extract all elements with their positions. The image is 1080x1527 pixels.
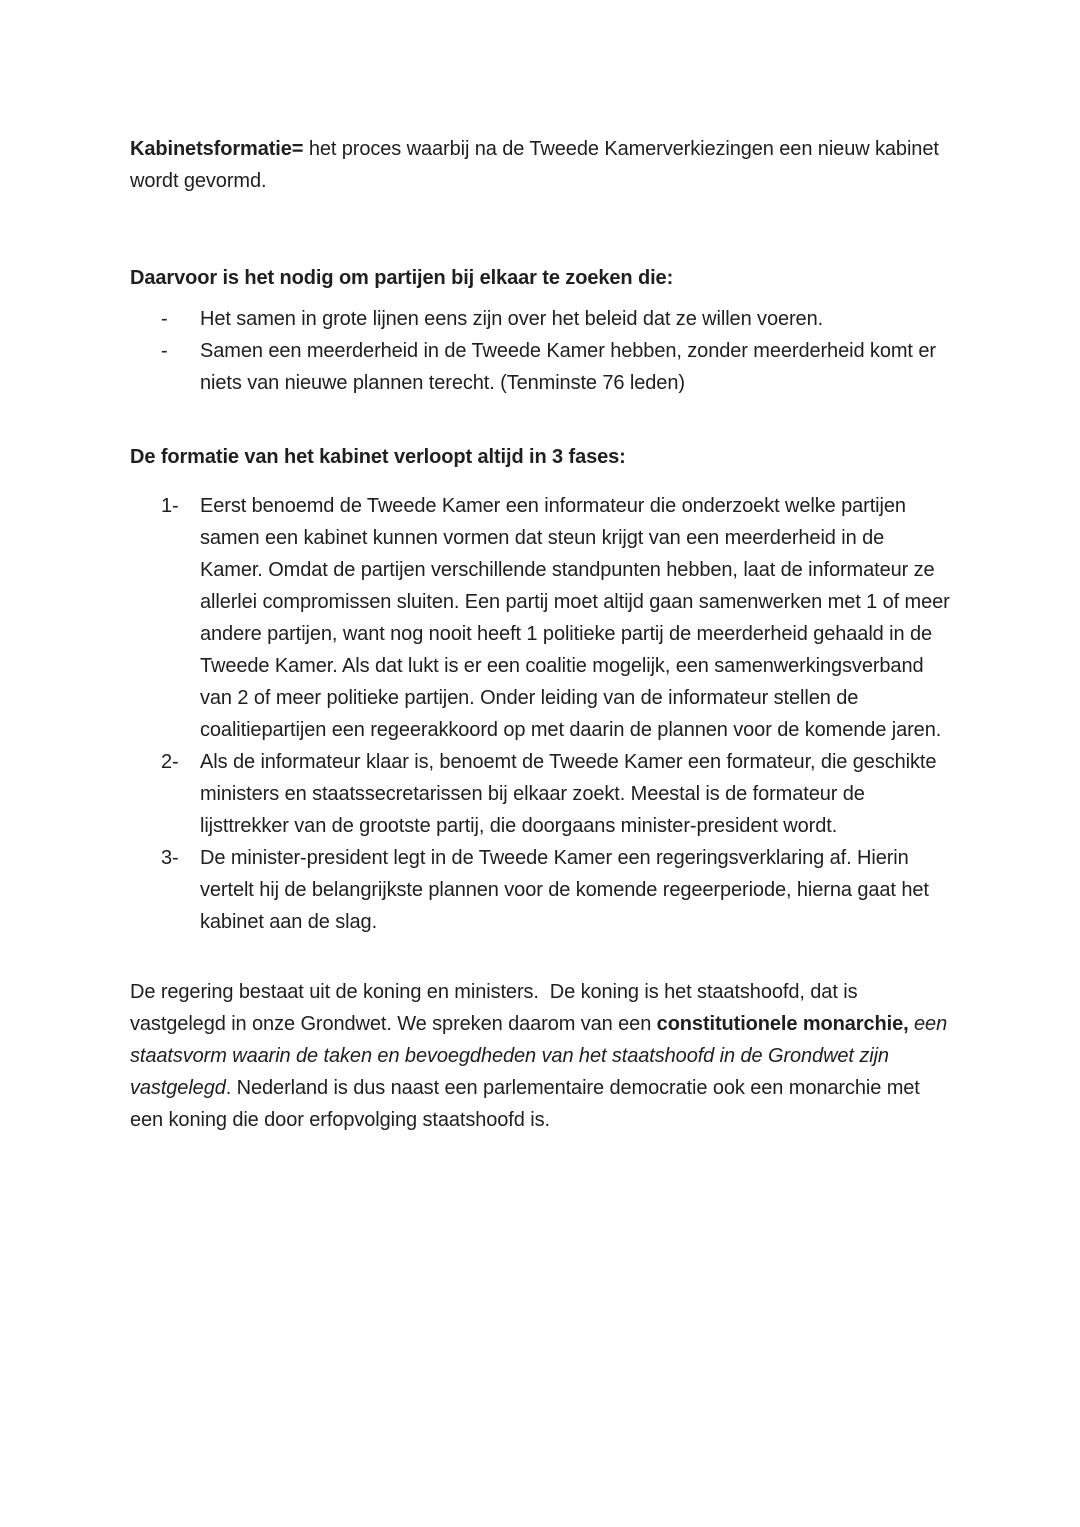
list-item-text: Het samen in grote lijnen eens zijn over het beleid dat ze willen voeren. [200,308,824,330]
number-marker: 3- [161,847,179,869]
closing-tail: . Nederland is dus naast een parlementaire democratie ook een monarchie met een koning die door erfopvolging staatshoofd is. [130,1077,926,1131]
intro-term-bold: Kabinetsformatie= [130,138,304,160]
intro-paragraph [130,133,950,197]
closing-lead: De regering bestaat uit de koning en ministers. De koning is het staatshoofd, dat is vastgelegd in onze Grondwet. We spreken daarom van een [130,981,863,1035]
number-marker: 2- [161,751,179,773]
requirements-list [130,303,950,399]
list-item-text: Als de informateur klaar is, benoemt de Tweede Kamer een formateur, die geschikte ministers en staatssecretarissen bij elkaar zoekt. Meestal is de formateur de lijsttrekker van de grootste partij, die doorgaans minister-president wordt. [200,751,942,837]
heading-phases: De formatie van het kabinet verloopt altijd in 3 fases: [130,446,626,468]
list-item [130,842,950,938]
closing-bold-term: constitutionele monarchie, [656,1013,909,1035]
heading-requirements: Daarvoor is het nodig om partijen bij elkaar te zoeken die: [130,267,674,289]
list-item [130,746,950,842]
phases-list [130,490,956,938]
number-marker: 1- [161,495,179,517]
list-item [130,303,950,335]
bullet-marker: - [161,340,168,362]
list-item-text: Samen een meerderheid in de Tweede Kamer hebben, zonder meerderheid komt er niets van nieuwe plannen terecht. (Tenminste 76 leden) [200,340,942,394]
list-item-text: Eerst benoemd de Tweede Kamer een informateur die onderzoekt welke partijen samen een kabinet kunnen vormen dat steun krijgt van een meerderheid in de Kamer. Omdat de partijen verschillende standpunten hebben, laat de informateur ze allerlei compromissen sluiten. Een partij moet altijd gaan samenwerken met 1 of meer andere partijen, want nog nooit heeft 1 politieke partij de meerderheid gehaald in de Tweede Kamer. Als dat lukt is er een coalitie mogelijk, een samenwerkingsverband van 2 of meer politieke partijen. Onder leiding van de informateur stellen de coalitiepartijen een regeerakkoord op met daarin de plannen voor de komende jaren. [200,495,956,741]
list-item-text: De minister-president legt in de Tweede Kamer een regeringsverklaring af. Hierin vertelt hij de belangrijkste plannen voor de komende regeerperiode, hierna gaat het kabinet aan de slag. [200,847,935,933]
closing-italic-definition: een staatsvorm waarin de taken en bevoegdheden van het staatshoofd in de Grondwet zijn vastgelegd [130,1013,953,1099]
list-item [130,490,956,746]
list-item [130,335,950,399]
bullet-marker: - [161,308,168,330]
closing-paragraph [130,976,953,1136]
intro-definition: het proces waarbij na de Tweede Kamerverkiezingen een nieuw kabinet wordt gevormd. [130,138,945,192]
